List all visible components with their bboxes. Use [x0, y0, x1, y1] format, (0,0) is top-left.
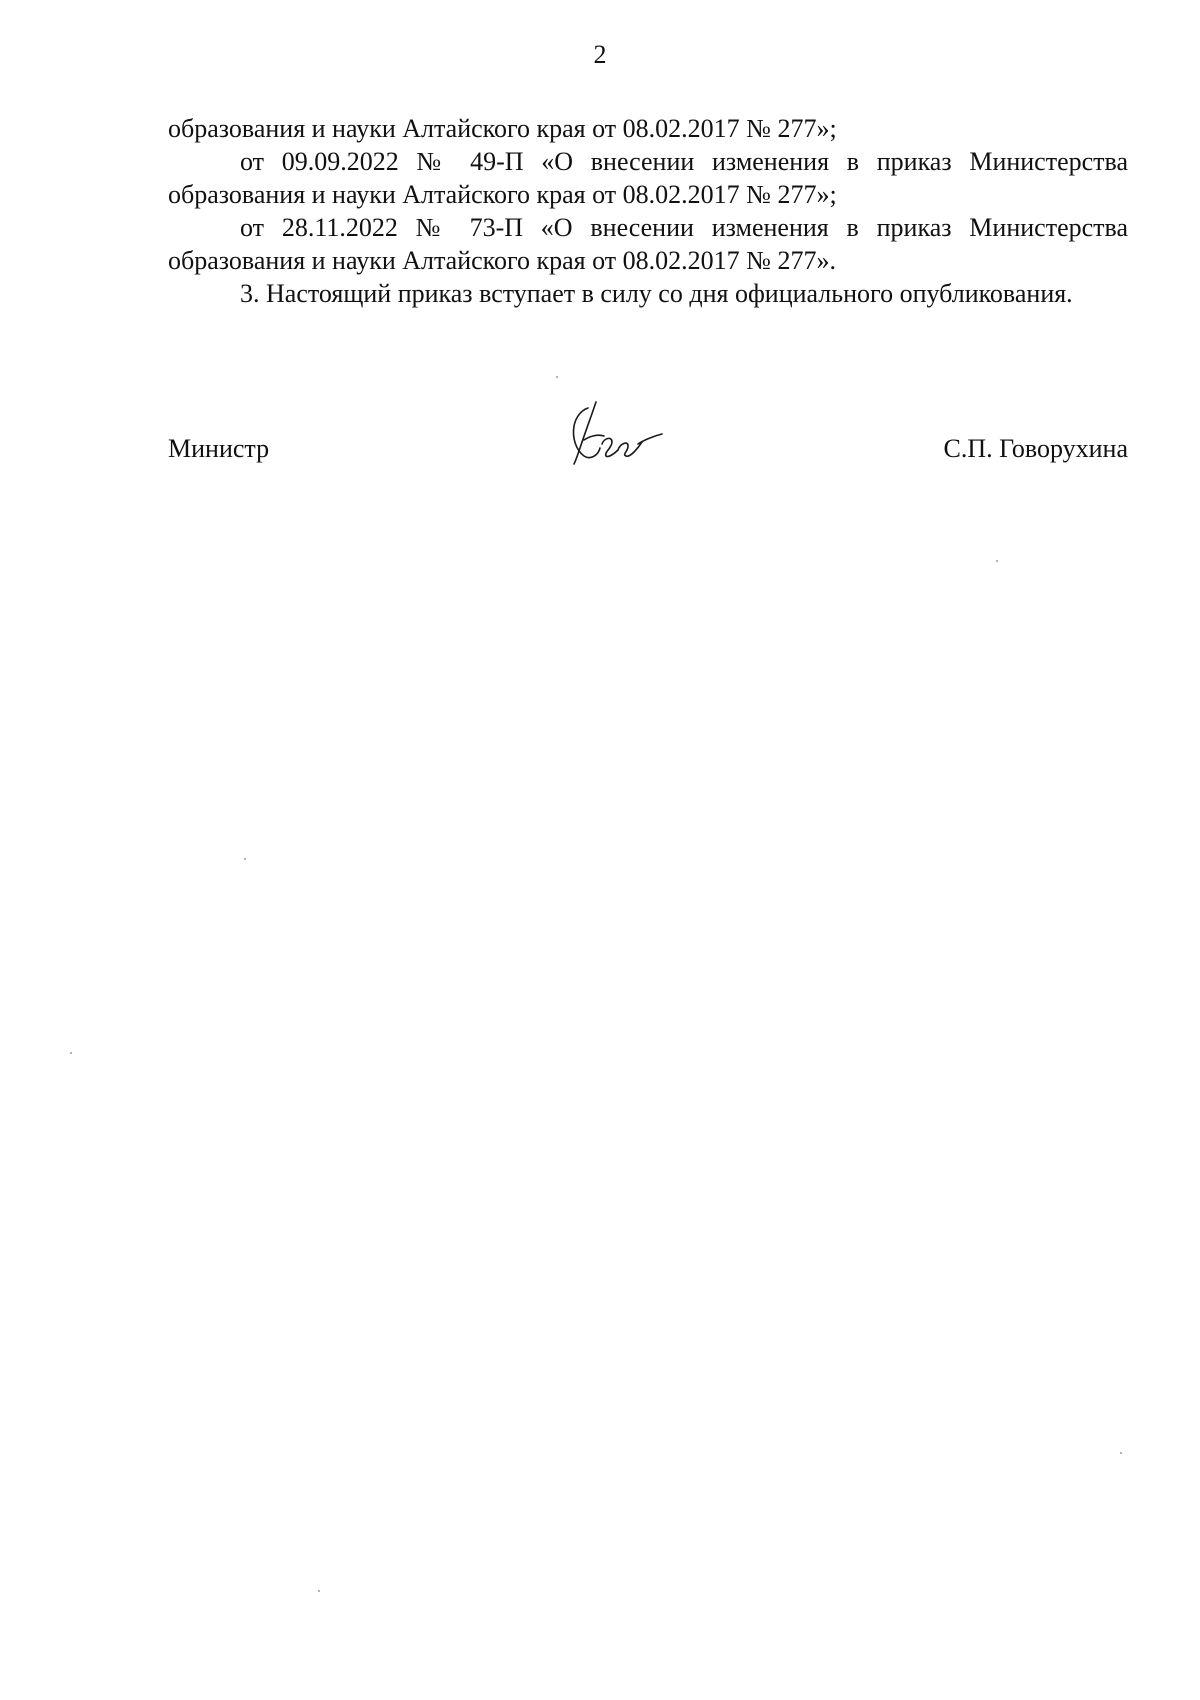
document-body [168, 112, 1128, 310]
scan-speck [244, 858, 246, 860]
signature-block [168, 400, 1128, 480]
signer-position: Министр [168, 434, 270, 463]
handwritten-signature [558, 400, 668, 470]
scan-speck [318, 1590, 320, 1592]
paragraph-order-49p: от 09.09.2022 № 49-П «О внесении изменения в приказ Министерства образования и науки Алтайского края от 08.02.2017 № 277»; [168, 147, 1128, 209]
page-number: 2 [593, 40, 607, 69]
scan-speck [556, 376, 558, 378]
paragraph-item-3: 3. Настоящий приказ вступает в силу со дня официального опубликования. [240, 279, 1073, 308]
signer-name: С.П. Говорухина [943, 434, 1128, 463]
paragraph-order-73p: от 28.11.2022 № 73-П «О внесении изменения в приказ Министерства образования и науки Алтайского края от 08.02.2017 № 277». [168, 213, 1128, 275]
scan-speck [1120, 1452, 1122, 1454]
scan-speck [996, 560, 998, 562]
paragraph-continuation: образования и науки Алтайского края от 08.02.2017 № 277»; [168, 114, 837, 143]
scan-speck [70, 1052, 72, 1054]
